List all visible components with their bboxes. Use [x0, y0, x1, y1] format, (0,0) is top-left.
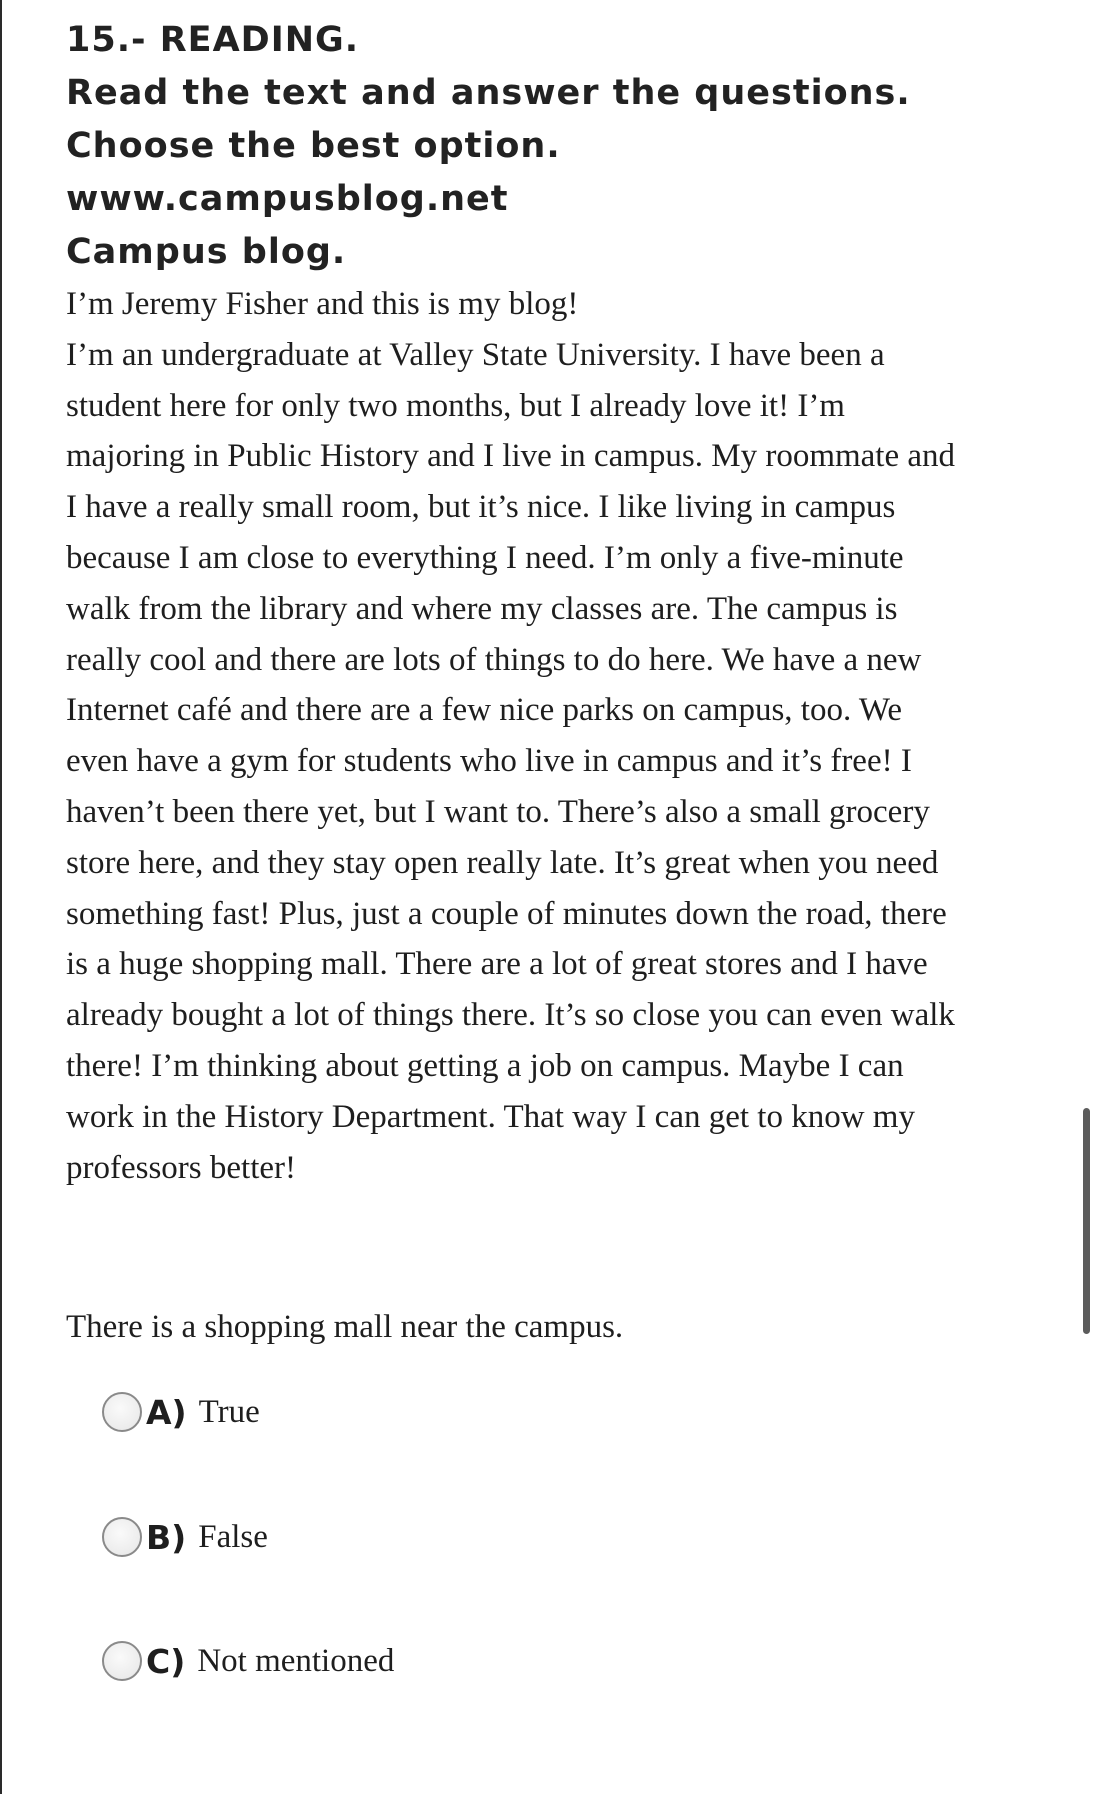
passage-line: I’m an undergraduate at Valley State University. I have been a [66, 336, 885, 373]
question-text: There is a shopping mall near the campus. [66, 1309, 624, 1345]
blog-greeting: I’m Jeremy Fisher and this is my blog! [66, 286, 579, 322]
passage-line: something fast! Plus, just a couple of minutes down the road, there [66, 895, 947, 932]
radio-button-c[interactable] [102, 1641, 142, 1681]
page-left-border [0, 0, 2, 1794]
blog-title: Campus blog. [66, 232, 347, 272]
instruction-choose: Choose the best option. [66, 126, 561, 166]
passage-line: store here, and they stay open really late. It’s great when you need [66, 844, 939, 881]
instruction-read: Read the text and answer the questions. [66, 73, 911, 113]
passage-line: majoring in Public History and I live in campus. My roommate and [66, 438, 956, 475]
passage-line: work in the History Department. That way I can get to know my [66, 1098, 915, 1135]
option-a-label: True [198, 1393, 260, 1430]
option-b-letter: B) [146, 1517, 187, 1557]
option-b[interactable] [102, 1517, 268, 1557]
passage-line: because I am close to everything I need. I’m only a five-minute [66, 539, 904, 576]
radio-button-a[interactable] [102, 1392, 142, 1432]
option-c-label: Not mentioned [197, 1642, 395, 1679]
passage-line: I have a really small room, but it’s nice. I like living in campus [66, 489, 896, 526]
vertical-scrollbar[interactable] [1083, 1108, 1090, 1334]
passage-line: already bought a lot of things there. It’s so close you can even walk [66, 997, 955, 1034]
section-title: 15.- READING. [66, 20, 360, 60]
option-b-label: False [198, 1518, 268, 1555]
passage-line: really cool and there are lots of things to do here. We have a new [66, 641, 922, 678]
reading-content [66, 14, 1046, 1193]
blog-passage [66, 330, 1046, 1194]
radio-button-b[interactable] [102, 1517, 142, 1557]
website-url: www.campusblog.net [66, 179, 509, 219]
passage-line: student here for only two months, but I already love it! I’m [66, 387, 845, 424]
passage-line: walk from the library and where my classes are. The campus is [66, 590, 898, 627]
passage-line: haven’t been there yet, but I want to. There’s also a small grocery [66, 793, 930, 830]
passage-line: there! I’m thinking about getting a job on campus. Maybe I can [66, 1047, 904, 1084]
option-a[interactable] [102, 1392, 260, 1432]
option-c-letter: C) [146, 1641, 186, 1681]
passage-line: is a huge shopping mall. There are a lot of great stores and I have [66, 946, 928, 983]
passage-line: Internet café and there are a few nice parks on campus, too. We [66, 692, 903, 729]
passage-line: professors better! [66, 1149, 297, 1186]
passage-line: even have a gym for students who live in campus and it’s free! I [66, 743, 912, 780]
option-c[interactable] [102, 1641, 394, 1681]
option-a-letter: A) [146, 1392, 187, 1432]
